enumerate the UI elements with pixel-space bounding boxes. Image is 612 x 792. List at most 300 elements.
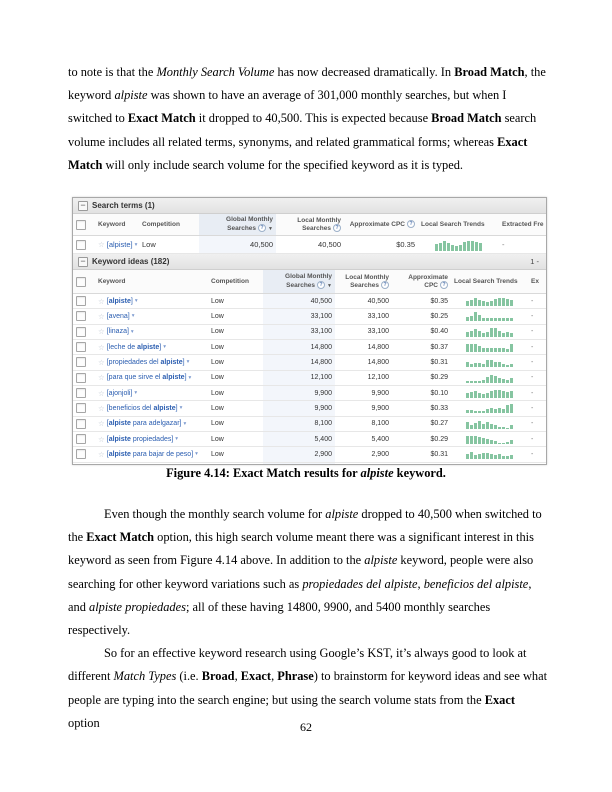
trend-bar [490,424,493,429]
row-checkbox[interactable] [76,449,86,459]
search-trend-cell [451,386,528,400]
local-monthly-searches-value [335,463,392,465]
column-header-label [202,216,273,233]
trend-bar [486,318,489,321]
trend-bar [502,443,505,444]
keyword-cell [95,340,208,354]
table-row [73,355,546,370]
search-trend-sparkline [466,357,513,367]
keyword-link[interactable]: [beneficios del alpiste] [106,404,178,412]
trend-bar [467,241,470,251]
row-checkbox[interactable] [76,296,86,306]
column-header-keyword[interactable] [95,270,208,293]
row-checkbox[interactable] [76,419,86,429]
trend-bar [510,391,513,398]
trend-bar [482,424,485,429]
trend-bar [474,344,477,353]
trend-bar [478,381,481,383]
global-monthly-searches-value: 9,900 [263,401,335,415]
keyword-ideas-rows [73,294,546,465]
keyword-cell [95,355,208,369]
trend-bar [474,391,477,398]
global-monthly-searches-value [263,463,335,465]
table-row [73,294,546,309]
column-header-approximate-cpc[interactable] [392,270,451,293]
column-header-label [98,221,125,229]
trend-bar [502,379,505,383]
trend-bar [455,246,458,251]
trend-bar [510,300,513,306]
keyword-dropdown-icon[interactable]: ▾ [195,451,198,458]
trend-bar [490,301,493,306]
row-checkbox[interactable] [76,240,86,250]
trend-bar [443,241,446,251]
column-header-label [502,221,544,229]
keyword-cell [95,236,139,253]
star-icon[interactable]: ☆ [98,296,105,306]
trend-bar [494,299,497,307]
keyword-cell [95,463,208,465]
checkbox-cell [73,417,95,431]
keyword-dropdown-icon[interactable]: ▾ [134,298,138,305]
search-trend-cell [451,447,528,461]
star-icon[interactable]: ☆ [98,388,105,398]
column-header-label [98,278,125,286]
trend-bar [466,410,469,413]
competition-value: Low [211,435,224,443]
search-terms-section-title: Search terms (1) [92,201,155,210]
trend-bar [498,378,501,383]
search-terms-rows [73,236,546,254]
trend-bar [478,411,481,413]
global-monthly-searches-value: 33,100 [263,309,335,323]
help-icon[interactable]: ? [258,224,266,232]
trend-bar [482,348,485,352]
search-trend-sparkline [466,311,513,321]
trend-bar [439,243,442,251]
trend-bar [470,410,473,413]
extracted-from-value: - [531,343,534,351]
search-trend-sparkline [466,419,513,429]
extracted-from-value: - [531,435,534,443]
search-trend-sparkline [435,239,482,251]
competition-value: Low [211,389,224,397]
local-monthly-searches-value: 40,500 [318,240,341,249]
row-checkbox[interactable] [76,434,86,444]
trend-bar [470,436,473,444]
table-row [73,401,546,416]
select-all-checkbox[interactable] [76,220,86,230]
search-trend-sparkline [466,403,513,413]
extracted-from-value: - [531,450,534,458]
local-monthly-searches-value: 8,100 [371,420,389,428]
table-row [73,236,546,254]
trend-bar [502,427,505,429]
column-header-label [421,221,485,229]
trend-bar [435,244,438,251]
trend-bar [466,422,469,429]
body-text [68,503,548,735]
local-monthly-searches-value: 9,900 [371,389,389,397]
keyword-dropdown-icon[interactable]: ▾ [183,420,187,427]
extracted-from-value: - [502,240,505,249]
extracted-from-value: - [531,404,534,412]
trend-bar [482,318,485,321]
star-icon[interactable]: ☆ [98,419,105,429]
trend-bar [482,301,485,306]
help-icon[interactable]: ? [381,281,389,289]
trend-bar [490,454,493,459]
trend-bar [506,332,509,337]
local-monthly-searches-value: 33,100 [367,312,389,320]
keyword-tool-screenshot [72,197,547,465]
star-icon[interactable]: ☆ [98,240,105,249]
trend-bar [474,298,477,306]
trend-bar [494,328,497,337]
keyword-dropdown-icon[interactable]: ▾ [186,359,190,366]
trend-bar [470,331,473,337]
trend-bar [478,437,481,444]
trend-bar [466,317,469,322]
global-monthly-searches-value: 40,500 [199,236,276,253]
star-icon[interactable]: ☆ [98,403,105,413]
trend-bar [470,364,473,367]
column-header-text: Extracted Fre [502,220,544,228]
keyword-link[interactable]: [alpiste para bajar de peso] [106,450,194,458]
trend-bar [486,360,489,368]
checkbox-cell [73,236,95,253]
trend-bar [466,362,469,367]
column-header-label [211,278,249,286]
extracted-from-value [528,463,547,465]
trend-bar [486,453,489,459]
trend-bar [470,381,473,383]
keyword-link[interactable]: [leche de alpiste] [106,343,162,351]
row-checkbox[interactable] [76,327,86,337]
keyword-dropdown-icon[interactable]: ▾ [188,374,192,381]
keyword-dropdown-icon[interactable]: ▾ [134,241,138,248]
column-header-extracted-fre[interactable] [499,214,547,235]
trend-bar [482,394,485,399]
extracted-from-value: - [531,328,534,336]
trend-bar [490,348,493,353]
search-terms-header-row [73,214,546,236]
trend-bar [498,348,501,353]
trend-bar [490,375,493,383]
global-monthly-searches-value: 9,900 [263,386,335,400]
trend-bar [510,378,513,383]
trend-bar [502,348,505,353]
search-trend-cell [451,309,528,323]
trend-bar [482,380,485,383]
competition-value: Low [211,374,224,382]
trend-bar [478,331,481,337]
trend-bar [482,438,485,444]
column-header-approximate-cpc[interactable] [344,214,418,235]
checkbox-cell [73,401,95,415]
competition-value: Low [142,240,156,249]
trend-bar [506,428,509,429]
star-icon[interactable]: ☆ [98,327,105,337]
local-monthly-searches-value: 14,800 [367,343,389,351]
trend-bar [494,362,497,368]
search-trend-sparkline [466,434,513,444]
trend-bar [470,392,473,398]
trend-bar [451,245,454,251]
table-row [73,386,546,401]
trend-bar [498,362,501,367]
trend-bar [510,364,513,367]
help-icon[interactable]: ? [317,281,325,289]
approximate-cpc-value: $0.27 [430,420,448,428]
keyword-dropdown-icon[interactable]: ▾ [130,328,134,335]
table-row [73,340,546,355]
collapse-icon[interactable]: − [78,201,88,211]
trend-bar [466,344,469,353]
column-header-text: Global Monthly Searches [285,273,332,289]
column-header-competition[interactable] [208,270,263,293]
trend-bar [486,393,489,398]
row-checkbox[interactable] [76,342,86,352]
trend-bar [498,454,501,459]
trend-bar [474,455,477,460]
column-header-local-search-trends[interactable] [451,270,528,293]
competition-value: Low [211,328,224,336]
trend-bar [466,301,469,307]
trend-bar [474,381,477,383]
global-monthly-searches-value: 33,100 [263,325,335,339]
checkbox-cell [73,463,95,465]
column-header-global-monthly-searches[interactable] [199,214,276,235]
trend-bar [482,411,485,413]
column-header-text: Local Monthly Searches [345,273,389,289]
approximate-cpc-value: $0.10 [430,389,448,397]
keyword-dropdown-icon[interactable]: ▾ [131,313,135,320]
trend-bar [474,312,477,321]
extracted-from-value: - [531,389,534,397]
keyword-link[interactable]: [alpiste para adelgazar] [106,420,182,428]
column-header-text: Keyword [98,277,126,285]
star-icon[interactable]: ☆ [98,434,105,444]
keyword-ideas-section-title: Keyword ideas (182) [92,257,170,266]
trend-bar [506,456,509,459]
column-header-local-monthly-searches[interactable] [335,270,392,293]
star-icon[interactable]: ☆ [98,357,105,367]
column-header-text: Competition [142,220,180,228]
collapse-icon[interactable]: − [78,257,88,267]
column-header-local-search-trends[interactable] [418,214,499,235]
figure-caption: Figure 4.14: Exact Match results for alpiste keyword. [166,466,446,480]
approximate-cpc-value: $0.37 [430,343,448,351]
trend-bar [490,360,493,368]
trend-bar [478,454,481,460]
trend-bar [466,381,469,383]
checkbox-cell [73,386,95,400]
trend-bar [482,364,485,367]
row-checkbox[interactable] [76,357,86,367]
trend-bar [474,411,477,413]
column-header-text: Approximate CPC [349,221,405,229]
checkbox-cell [73,355,95,369]
trend-bar [474,329,477,337]
keyword-dropdown-icon[interactable]: ▾ [163,344,166,351]
column-header-local-monthly-searches[interactable] [276,214,344,235]
row-checkbox[interactable] [76,403,86,413]
keyword-ideas-section-header[interactable] [73,254,546,270]
keyword-cell [95,447,208,461]
competition-value: Low [211,420,224,428]
trend-bar [478,363,481,367]
trend-bar [502,318,505,322]
search-trend-cell [451,401,528,415]
trend-bar [474,363,477,367]
search-trend-cell [451,340,528,354]
trend-bar [470,344,473,353]
star-icon[interactable]: ☆ [98,311,105,321]
trend-bar [466,436,469,444]
competition-value: Low [211,297,224,305]
competition-value [208,463,263,465]
trend-bar [470,300,473,307]
search-trend-cell [451,432,528,446]
help-icon[interactable]: ? [440,281,448,289]
keyword-cell [95,386,208,400]
star-icon[interactable]: ☆ [98,373,105,383]
column-header-text: Competition [211,277,249,285]
sort-descending-icon: ▼ [268,225,273,232]
trend-bar [490,318,493,322]
search-trend-cell [451,463,528,465]
keyword-link[interactable]: [para que sirve el alpiste] [106,374,187,382]
trend-bar [478,393,481,398]
column-header-global-monthly-searches[interactable] [263,270,335,293]
trend-bar [506,405,509,414]
help-icon[interactable]: ? [333,224,341,232]
trend-bar [470,452,473,459]
keyword-dropdown-icon[interactable]: ▾ [175,436,179,443]
select-all-checkbox[interactable] [76,277,86,287]
trend-bar [482,453,485,459]
column-header-ex[interactable] [528,270,547,293]
star-icon[interactable]: ☆ [98,449,105,459]
trend-bar [506,380,509,383]
column-header-text: Local Search Trends [454,277,518,285]
row-checkbox[interactable] [76,388,86,398]
trend-bar [494,425,497,429]
column-header-keyword[interactable] [95,214,139,235]
select-all-cell [73,214,95,235]
keyword-cell [95,325,208,339]
trend-bar [474,436,477,444]
column-header-label [350,220,415,229]
search-trend-cell [451,371,528,385]
help-icon[interactable]: ? [407,220,415,228]
trend-bar [478,315,481,322]
trend-bar [478,300,481,307]
star-icon[interactable]: ☆ [98,342,105,352]
trend-bar [470,425,473,429]
keyword-link[interactable]: [alpiste] [106,297,133,305]
search-terms-section-header[interactable] [73,198,546,214]
trend-bar [478,346,481,353]
checkbox-cell [73,447,95,461]
column-header-label [454,278,518,286]
keyword-link[interactable]: [alpiste] [106,240,133,249]
search-trend-cell [451,325,528,339]
trend-bar [510,440,513,444]
trend-bar [478,421,481,429]
trend-bar [475,242,478,251]
search-trend-sparkline [466,296,513,306]
pagination-text: 1 - [530,257,539,266]
keyword-dropdown-icon[interactable]: ▾ [134,390,138,397]
keyword-cell [95,401,208,415]
row-checkbox[interactable] [76,373,86,383]
keyword-link[interactable]: [linaza] [106,328,129,336]
table-row [73,371,546,386]
search-trend-sparkline [466,342,513,352]
trend-bar [498,408,501,414]
extracted-from-value: - [531,358,534,366]
checkbox-cell [73,325,95,339]
trend-bar [510,318,513,322]
trend-bar [490,328,493,337]
trend-bar [506,365,509,367]
global-monthly-searches-value: 14,800 [263,355,335,369]
local-monthly-searches-value: 2,900 [371,450,389,458]
table-row [73,417,546,432]
trend-bar [482,333,485,337]
column-header-competition[interactable] [139,214,199,235]
checkbox-cell [73,309,95,323]
keyword-cell [95,309,208,323]
global-monthly-searches-value: 2,900 [263,447,335,461]
trend-bar [486,422,489,429]
keyword-link[interactable]: [ajonjoli] [106,389,133,397]
keyword-link[interactable]: [avena] [106,312,130,320]
table-row [73,309,546,324]
search-trend-sparkline [466,388,513,398]
trend-bar [502,409,505,413]
checkbox-cell [73,371,95,385]
checkbox-cell [73,432,95,446]
trend-bar [502,298,505,306]
keyword-link[interactable]: [alpiste propiedades] [106,435,174,443]
trend-bar [494,348,497,353]
trend-bar [506,349,509,352]
trend-bar [498,427,501,429]
trend-bar [486,377,489,383]
trend-bar [506,318,509,321]
keyword-dropdown-icon[interactable]: ▾ [179,405,183,412]
page-number: 62 [300,720,312,734]
row-checkbox[interactable] [76,311,86,321]
keyword-link[interactable]: [propiedades del alpiste] [106,358,185,366]
trend-bar [510,455,513,459]
trend-bar [502,333,505,337]
approximate-cpc-value: $0.35 [430,297,448,305]
extracted-from-value: - [531,420,534,428]
keyword-ideas-header-row [73,270,546,294]
table-row [73,463,546,465]
table-row [73,447,546,462]
trend-bar [466,332,469,337]
column-header-text: Global Monthly Searches [226,216,273,232]
trend-bar [506,442,509,444]
trend-bar [498,331,501,337]
search-trend-cell [418,236,499,253]
trend-bar [502,391,505,398]
